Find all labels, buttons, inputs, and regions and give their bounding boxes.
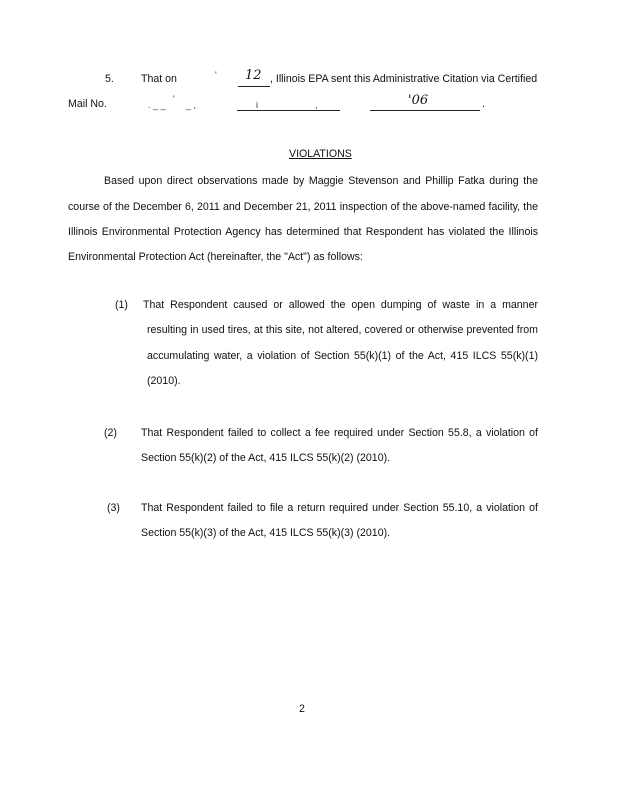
handwritten-day: 12 [245, 68, 262, 83]
intro-line-4: Environmental Protection Act (hereinafter, the "Act") as follows: [68, 251, 363, 263]
blank-mark: _ , [186, 100, 197, 110]
paragraph-5-sent-text: , Illinois EPA sent this Administrative Citation via Certified [270, 73, 538, 85]
paragraph-5-that-on: That on [141, 73, 177, 85]
violation-1-number: (1) [115, 299, 128, 311]
year-blank-line [370, 110, 480, 111]
intro-line-2: course of the December 6, 2011 and December 21, 2011 inspection of the above-named facility, the [68, 201, 538, 213]
violation-1-line-3: accumulating water, a violation of Section 55(k)(1) of the Act, 415 ILCS 55(k)(1) [147, 350, 538, 362]
violation-2-line-1: That Respondent failed to collect a fee required under Section 55.8, a violation of [141, 427, 538, 439]
day-blank-line [238, 86, 270, 87]
page-number: 2 [299, 703, 305, 715]
paragraph-5-number: 5. [105, 73, 114, 85]
violation-1-line-4: (2010). [147, 375, 181, 387]
blank-mark: . _ _ [148, 100, 166, 110]
violation-2-line-2: Section 55(k)(2) of the Act, 415 ILCS 55(k)(2) (2010). [141, 452, 391, 464]
violation-3-line-2: Section 55(k)(3) of the Act, 415 ILCS 55(k)(3) (2010). [141, 527, 391, 539]
blank-mark: ' [215, 70, 217, 80]
violations-heading: VIOLATIONS [289, 148, 352, 160]
paragraph-5-end-period: . [482, 98, 485, 110]
intro-line-1: Based upon direct observations made by Maggie Stevenson and Phillip Fatka during the [104, 175, 538, 187]
mail-no-label: Mail No. [68, 98, 107, 110]
blank-mark: ' [173, 94, 175, 104]
intro-line-3: Illinois Environmental Protection Agency has determined that Respondent has violated the Illinois [68, 226, 538, 238]
handwritten-year: '06 [408, 93, 429, 108]
blank-mark: i [256, 100, 258, 110]
blank-mark: , [315, 100, 318, 110]
violation-2-number: (2) [104, 427, 117, 439]
mail-number-blank-line [237, 110, 340, 111]
violation-3-number: (3) [107, 502, 120, 514]
violation-1-line-2: resulting in used tires, at this site, not altered, covered or otherwise prevented from [147, 324, 538, 336]
violation-1-line-1: That Respondent caused or allowed the open dumping of waste in a manner [143, 299, 538, 311]
violation-3-line-1: That Respondent failed to file a return required under Section 55.10, a violation of [141, 502, 538, 514]
